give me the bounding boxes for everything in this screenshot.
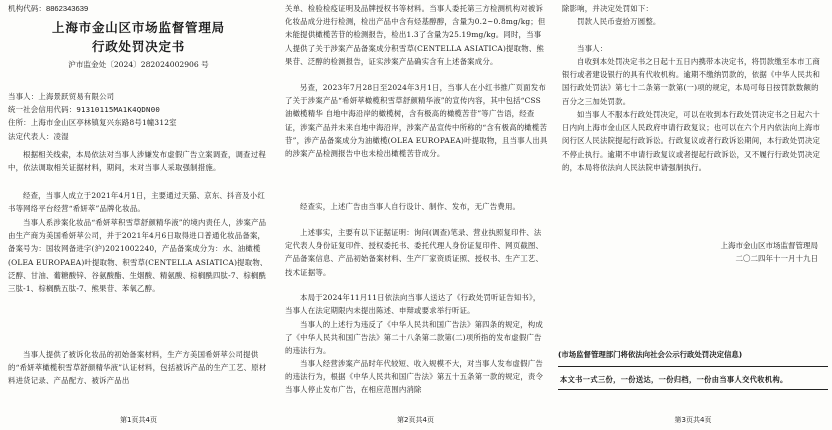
party-legal-rep: 法定代表人：凌湿	[8, 131, 69, 141]
party-info	[8, 90, 271, 143]
document-title: 行政处罚决定书	[91, 39, 186, 54]
signature-date: 二〇二四年十一月十九日	[735, 254, 818, 263]
copies-note: 本文书一式三份，一份送达，一份归档，一份由当事人交代收机构。	[560, 375, 788, 384]
document-page-1	[0, 0, 277, 430]
document-number: 沪市监金处〔2024〕282024002906 号	[68, 60, 209, 69]
party-name: 当事人：上海景跃贸易有限公司	[8, 92, 115, 101]
paragraph-payment-terms: 自收到本处罚决定书之日起十五日内携带本决定书，将罚款缴至本市工商银行或者建设银行的具有代收机构。逾期不缴纳罚款的，依据《中华人民共和国行政处罚法》第七十二条第一款第(一)项的规定，本局可每日按罚款数额的百分之三加处罚款。	[562, 57, 821, 106]
paragraph-business-background: 经查，当事人成立于2021年4月1日，主要通过天猫、京东、抖音及小红书等网络平台经营“希妍萃”品牌化妆品。	[8, 191, 265, 214]
paragraph-product-filing: 当事人系涉案化妆品“希妍萃积雪草舒颜精华液”的境内责任人，涉案产品由生产商为美国希妍萃公司，并于2021年4月6日取得进口普通化妆品备案，备案号为：国妆网备进字(沪)2021002240，产品备案成分为：水、油橄榄(OLEA EUROPAEA)叶提取物、积雪草(CENTELLA ASIATICA)提取物、泛醇、甘油、葡糖酸锌、谷氨酸酯、生烟酸、精氨酸、棕榈酰四肽-7、棕榈酰三肽-1、棕榈酰五肽-7、熊果苷、苯氧乙醇。	[8, 218, 268, 294]
authority-title: 上海市金山区市场监督管理局	[52, 20, 225, 35]
divider-line	[558, 389, 828, 390]
paragraph-fine-amount: 罚款人民币壹拾万圆整。	[577, 17, 661, 26]
paragraph-test-results: 关单、检验检疫证明及品牌授权书等材料。当事人委托第三方检测机构对被诉化妆品成分进行检测，检出产品中含有烃基醇醇，含量为0.2~0.8mg/kg；但未能提供橄榄苦苷的检测报告，检出1.3了含量为25.19mg/kg。同时，当事人提供了关于涉案产品备案成分积雪草(CENTELLA ASIATICA)提取物、熊果苷、泛醇的检测报告，证实涉案产品确实含有上述备案成分。	[285, 4, 546, 66]
paragraph-party-address: 当事人：	[577, 44, 608, 53]
party-credit-code: 统一社会信用代码：91310115MA1K4QDN00	[8, 105, 161, 115]
publicity-notice: (市场监督管理部门将依法向社会公示行政处罚决定信息)	[558, 350, 743, 359]
page-footer: 第2页共4页	[397, 416, 434, 424]
paragraph-ad-production: 经查实，上述广告由当事人自行设计、制作、发布，无广告费用。	[300, 202, 521, 211]
paragraph-penalty-basis: 当事人经营涉案产品时年代较短、收入规模不大，对当事人发布虚假广告的违法行为，根据《中华人民共和国广告法》第五十五条第一款的规定，责令当事人停止发布广告，在相应范围内消除	[285, 359, 544, 395]
paragraph-evidence-start: 当事人提供了被诉化妆品的初始备案材料，生产方美国希妍萃公司提供的“希妍萃橄榄积雪草舒颜精华液”认证材料，包括被诉产品的生产工艺、原材料进货记录、产品配方、被诉产品出	[8, 350, 267, 386]
paragraph-penalty-intro: 除影响，并决定处罚如下：	[562, 4, 654, 13]
page-footer: 第3页共4页	[674, 416, 712, 424]
paragraph-appeal-rights: 如当事人不服本行政处罚决定，可以在收到本行政处罚决定书之日起六十日内向上海市金山区人民政府申请行政复议；也可以在六个月内依法向上海市闵行区人民法院提起行政诉讼。行政复议或者行政诉讼期间，本行政处罚决定不停止执行。逾期不申请行政复议或者提起行政诉讼，又不履行行政处罚决定的，本局将依法向人民法院申请强制执行。	[562, 110, 821, 172]
paragraph-violation: 当事人的上述行为违反了《中华人民共和国广告法》第四条的规定，构成了《中华人民共和国广告法》第二十八条第二款第(二)项所指的发布虚假广告的违法行为。	[285, 320, 543, 356]
document-page-3	[554, 0, 832, 430]
paragraph-case-opening: 根据相关线索，本局依法对当事人涉嫌发布虚假广告立案调查，调查过程中，依法调取相关证据材料，期间，未对当事人采取强制措施。	[8, 150, 266, 173]
document-page-2	[277, 0, 554, 430]
org-code: 机构代码：8862343639	[8, 4, 89, 13]
party-address: 住所：上海市金山区亭林镇复兴东路8号1幢312室	[8, 118, 177, 128]
paragraph-advertising-facts: 另查，2023年7月28日至2024年3月1日，当事人在小红书推广页面发布了关于涉案产品“希妍萃橄榄积雪草舒颜精华液”的宣传内容，其中包括“CSS油橄榄精华 自地中海沿岸的橄榄树，含有极高的橄榄苦苷”等广告语，经查证，涉案产品并未来自地中海沿岸，涉案产品宣传中所称的“含有极高的橄榄苦苷”，涉产品备案成分为油橄榄(OLEA EUROPAEA)叶提取物，且当事人出具的涉案产品检测报告中也未检出橄榄苦苷成分。	[285, 83, 548, 159]
page-footer: 第1页共4页	[120, 416, 157, 424]
signature-org: 上海市金山区市场监督管理局	[720, 241, 818, 250]
paragraph-hearing-notice: 本局于2024年11月11日依法向当事人送达了《行政处罚听证告知书》，当事人在法定期限内未提出陈述、申辩或要求举行听证。	[285, 293, 541, 316]
paragraph-evidence-list: 上述事实，主要有以下证据证明：询问(调查)笔录、营业执照复印件、法定代表人身份证复印件、授权委托书、委托代理人身份证复印件、网页截图、产品备案信息、产品初始备案材料、生产厂家资质证照、授权书、生产工艺、技术证据等。	[285, 228, 544, 277]
divider-line	[558, 366, 828, 367]
